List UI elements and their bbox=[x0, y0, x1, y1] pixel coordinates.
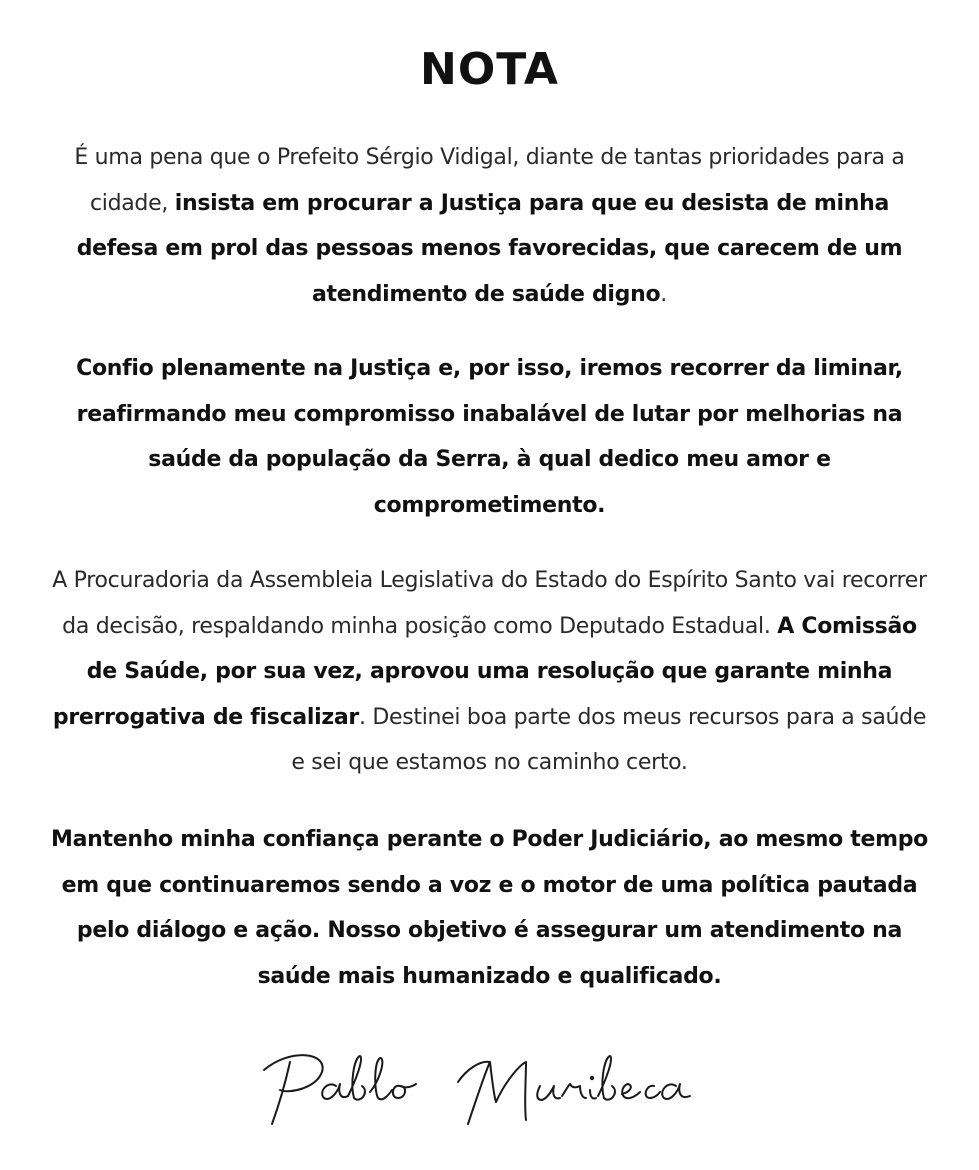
paragraph-1-text-a: É uma pena que o Prefeito Sérgio Vidigal, diante de tantas prioridades para a cidade, bbox=[74, 145, 905, 216]
paragraph-3-text-a: A Procuradoria da Assembleia Legislativa do Estado do Espírito Santo vai recorrer da decisão, respaldando minha posição como Deputado Estadual. bbox=[52, 568, 927, 639]
paragraph-2-bold-text: Confio plenamente na Justiça e, por isso, iremos recorrer da liminar, reafirmando meu compromisso inabalável de lutar por melhorias na saúde da população da Serra, à qual dedico meu amor e comprometimento. bbox=[76, 356, 903, 518]
paragraph-4-bold-text: Mantenho minha confiança perante o Poder Judiciário, ao mesmo tempo em que continuaremos sendo a voz e o motor de uma política pautada pelo diálogo e ação. Nosso objetivo é assegurar um atendimento na saúde mais humanizado e qualificado. bbox=[51, 827, 928, 989]
paragraph-1-text-b: . bbox=[660, 281, 667, 307]
paragraph-3-bold-text: A Comissão de Saúde, por sua vez, aprovou uma resolução que garante minha prerrogativa de fiscalizar bbox=[52, 613, 917, 730]
paragraph-2 bbox=[50, 346, 929, 528]
paragraph-1-bold-text: insista em procurar a Justiça para que eu desista de minha defesa em prol das pessoas menos favorecidas, que carecem de um atendimento de saúde digno bbox=[76, 190, 903, 307]
note-title: NOTA bbox=[420, 44, 559, 95]
paragraph-1 bbox=[50, 135, 929, 317]
paragraph-3 bbox=[50, 558, 929, 786]
paragraph-4 bbox=[50, 817, 929, 999]
handwritten-signature bbox=[250, 1040, 730, 1140]
paragraph-3-text-b: . Destinei boa parte dos meus recursos para a saúde e sei que estamos no caminho certo. bbox=[291, 704, 927, 775]
